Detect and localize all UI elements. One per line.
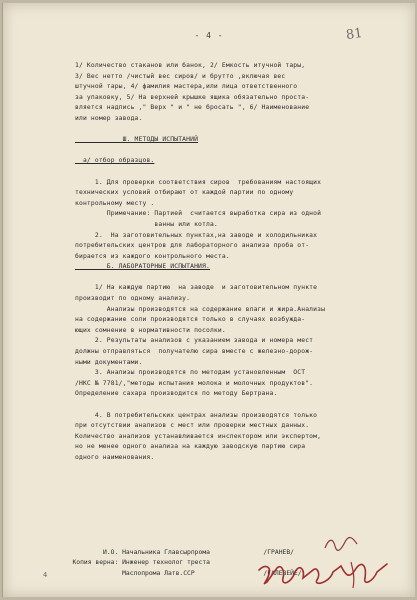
signature-line: Копия верна: Инженер технолог треста	[61, 559, 210, 567]
body-line: 3/ Вес нетто /чистый вес сиров/ и брутто ,включая вес	[75, 72, 286, 80]
margin-mark: 4	[43, 571, 48, 579]
page-number: - 4 -	[194, 31, 224, 40]
body-line: Анализы производятся на содержание влаги и жира.Анализы	[75, 305, 326, 313]
body-line: Примечание: Партией считается выработка сира из одной	[75, 210, 322, 218]
body-line: 2. Результаты анализов с указанием завода и номера мест	[75, 337, 314, 345]
body-line: должны отправляться получателю сира вместе с железно-дорож-	[75, 348, 314, 356]
body-line: при отсутствии анализов с мест или проверки местных данных.	[75, 422, 310, 430]
body-line: Количество анализов устанавливается инспектором или экспертом,	[75, 432, 322, 440]
signature-line: И.О. Начальника Главсырпрома /ГРАНЕВ/	[61, 549, 294, 556]
body-line: а/ отбор образцов.	[75, 157, 155, 165]
body-line	[75, 400, 393, 411]
body-line: 2. На заготовительных пунктах,на заводе и холодильниках	[75, 231, 318, 239]
body-line: ванны или котла.	[75, 220, 218, 228]
body-line: Б. ЛАБОРАТОРНЫЕ ИСПЫТАНИЯ.	[75, 263, 210, 271]
body-line: штучной тары, 4/ фамилия мастера,или лица ответственного	[75, 83, 298, 91]
handwritten-signature	[255, 560, 395, 590]
body-line: вляется надпись ," Верх " и " не бросать ", 6/ Наименование	[75, 104, 310, 112]
body-line: одного наименования.	[75, 453, 155, 461]
body-line: /НКС № 7781/,"методы испытания молока и молочных продуктов".	[75, 379, 314, 387]
signature-flourish-top	[323, 536, 359, 552]
body-line: ными документами.	[75, 358, 143, 366]
body-line: или номер завода.	[75, 114, 143, 122]
body-line	[75, 273, 393, 284]
body-line: Определение сахара производится по методу Бертрана.	[75, 390, 278, 398]
body-line	[75, 167, 393, 178]
body-line	[75, 146, 393, 157]
body-line: за упаковку, 5/ На верхней крышке ящика обязательно проста-	[75, 93, 310, 101]
archive-number: 81	[345, 25, 364, 44]
body-line: ющих сомнение в нормативности посолки.	[75, 326, 226, 334]
body-line: потребительских центров для лабораторного анализа проба от-	[75, 242, 310, 250]
document-page	[2, 3, 415, 597]
body-line: 1. Для проверки соответствия сиров требованиям настоящих	[75, 178, 322, 186]
body-line: Ш. МЕТОДЫ ИСПЫТАНИЙ	[75, 136, 199, 144]
body-line: 1/ Количество стаканов или банок, 2/ Емкость итучной тары,	[75, 62, 306, 69]
body-line	[75, 125, 393, 136]
body-line: но не менее одного анализа на каждую заводскую партию сира	[75, 443, 306, 451]
signature-line: Маслопрома Латв.ССР /ГАЛЕВЕЙЕ/	[61, 569, 302, 577]
body-line: 1/ На каждую партию на заводе и заготовительном пункте	[75, 284, 318, 292]
body-line: 4. В потребительских центрах анализы производятся только	[75, 411, 318, 419]
body-line: контрольному месту .	[75, 199, 155, 207]
body-line: на содержание соли производятся только в случаях возбужда-	[75, 316, 306, 324]
body-line: бирается из каждого контрольного места.	[75, 252, 230, 260]
document-body	[75, 61, 393, 464]
body-line: 3. Анализы производятся по методам установленным ОСТ	[75, 369, 306, 377]
body-line: производит по одному анализу.	[75, 295, 191, 303]
body-line: технических условий отбирают от каждой партии по одному	[75, 189, 294, 197]
